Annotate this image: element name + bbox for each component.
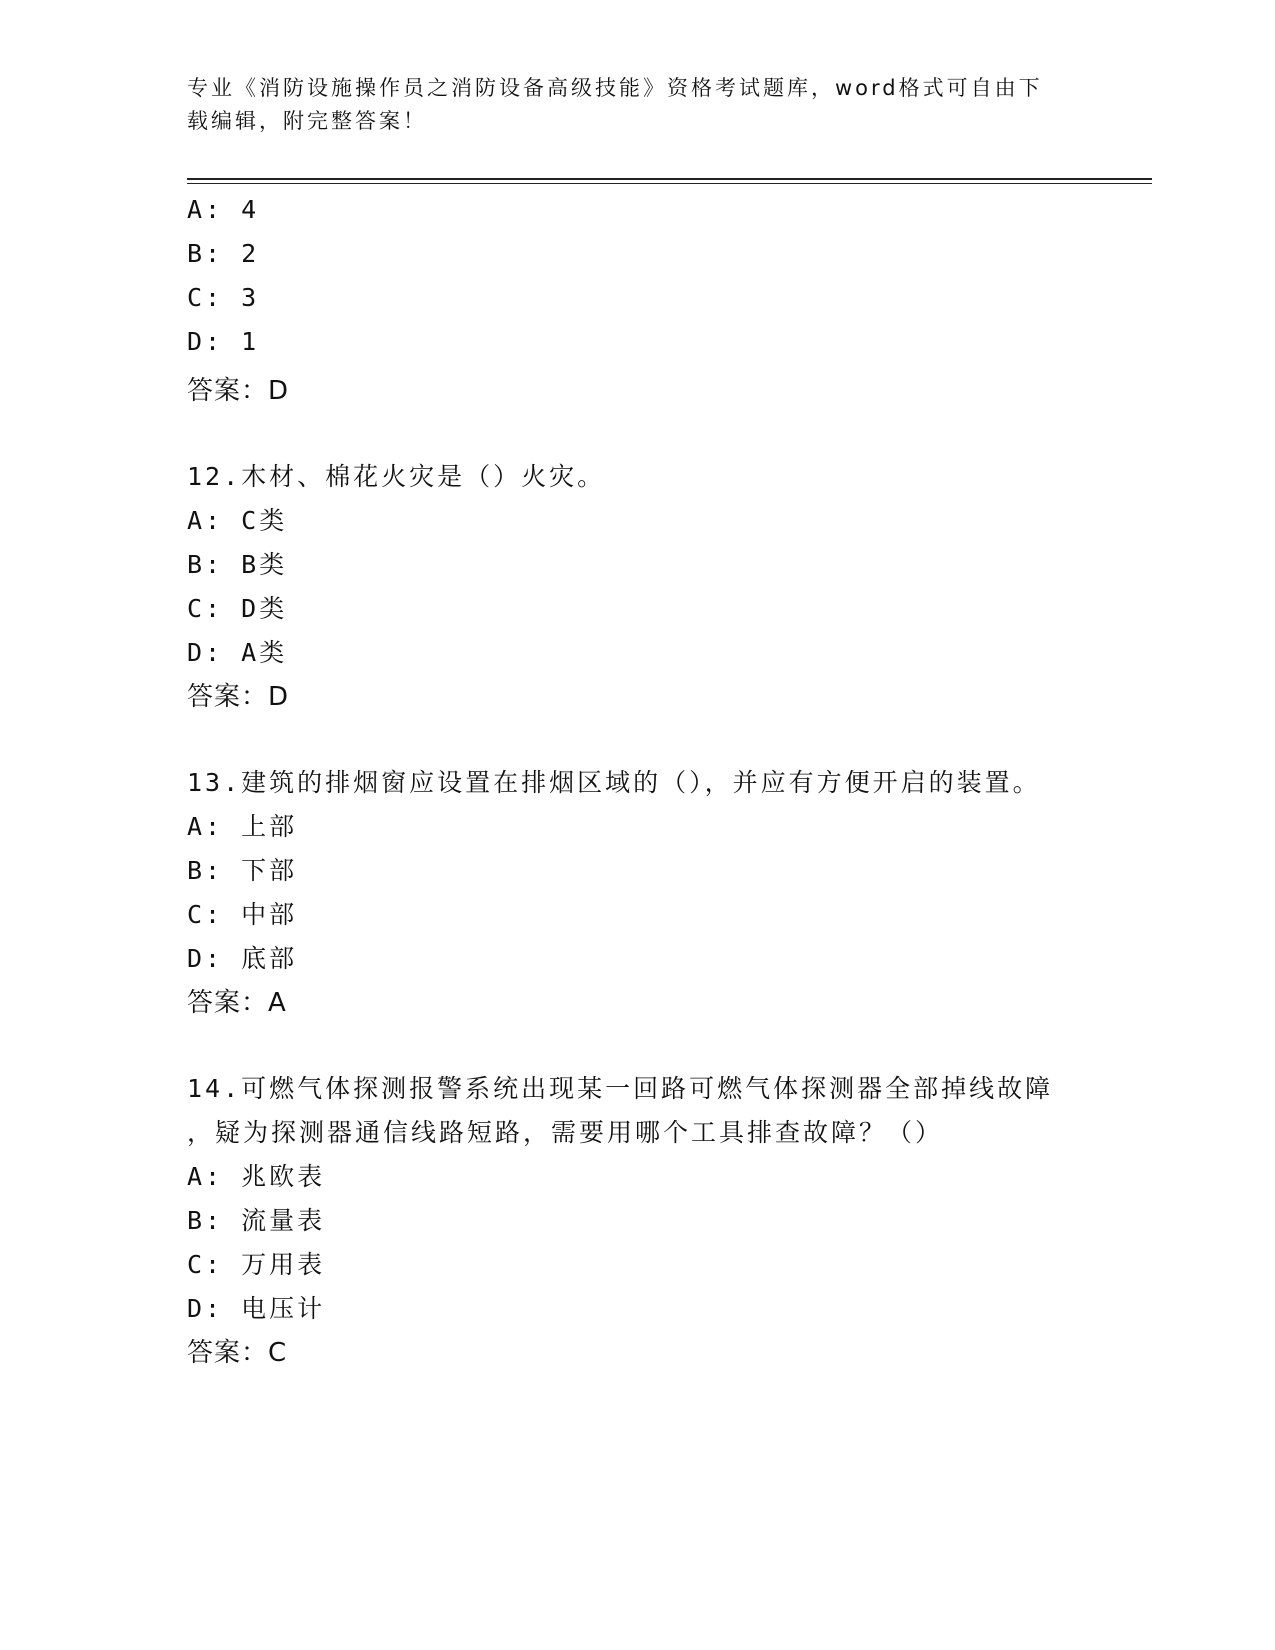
q13-option-d: D: 底部 bbox=[187, 944, 298, 973]
q14-option-d: D: 电压计 bbox=[187, 1294, 326, 1323]
q14-answer: 答案：C bbox=[187, 1338, 288, 1368]
q14-question-line-1: 14.可燃气体探测报警系统出现某一回路可燃气体探测器全部掉线故障 bbox=[187, 1074, 1054, 1103]
q11-option-c: C: 3 bbox=[187, 283, 260, 312]
q11-option-a: A: 4 bbox=[187, 195, 260, 224]
q13-question: 13.建筑的排烟窗应设置在排烟区域的（），并应有方便开启的装置。 bbox=[187, 768, 1041, 797]
q12-option-d: D: A类 bbox=[187, 638, 288, 667]
header-line-1: 专业《消防设施操作员之消防设备高级技能》资格考试题库，word格式可自由下 bbox=[187, 76, 1043, 100]
q11-option-d: D: 1 bbox=[187, 327, 260, 356]
q13-option-a: A: 上部 bbox=[187, 812, 298, 841]
q12-option-c: C: D类 bbox=[187, 594, 288, 623]
header-rule-thin bbox=[187, 183, 1152, 184]
q12-option-b: B: B类 bbox=[187, 550, 288, 579]
document-header bbox=[187, 72, 1067, 138]
q12-question: 12.木材、棉花火灾是（）火灾。 bbox=[187, 462, 606, 491]
q13-answer: 答案：A bbox=[187, 988, 287, 1018]
q14-question-line-2: ，疑为探测器通信线路短路，需要用哪个工具排查故障？（） bbox=[187, 1118, 944, 1147]
q11-answer: 答案：D bbox=[187, 376, 290, 406]
header-rule bbox=[187, 178, 1152, 180]
header-line-2: 载编辑，附完整答案！ bbox=[187, 109, 427, 133]
q14-option-b: B: 流量表 bbox=[187, 1206, 326, 1235]
q11-option-b: B: 2 bbox=[187, 239, 260, 268]
q13-option-c: C: 中部 bbox=[187, 900, 298, 929]
q14-option-c: C: 万用表 bbox=[187, 1250, 326, 1279]
q12-option-a: A: C类 bbox=[187, 506, 288, 535]
q13-option-b: B: 下部 bbox=[187, 856, 298, 885]
q12-answer: 答案：D bbox=[187, 682, 290, 712]
q14-option-a: A: 兆欧表 bbox=[187, 1162, 326, 1191]
